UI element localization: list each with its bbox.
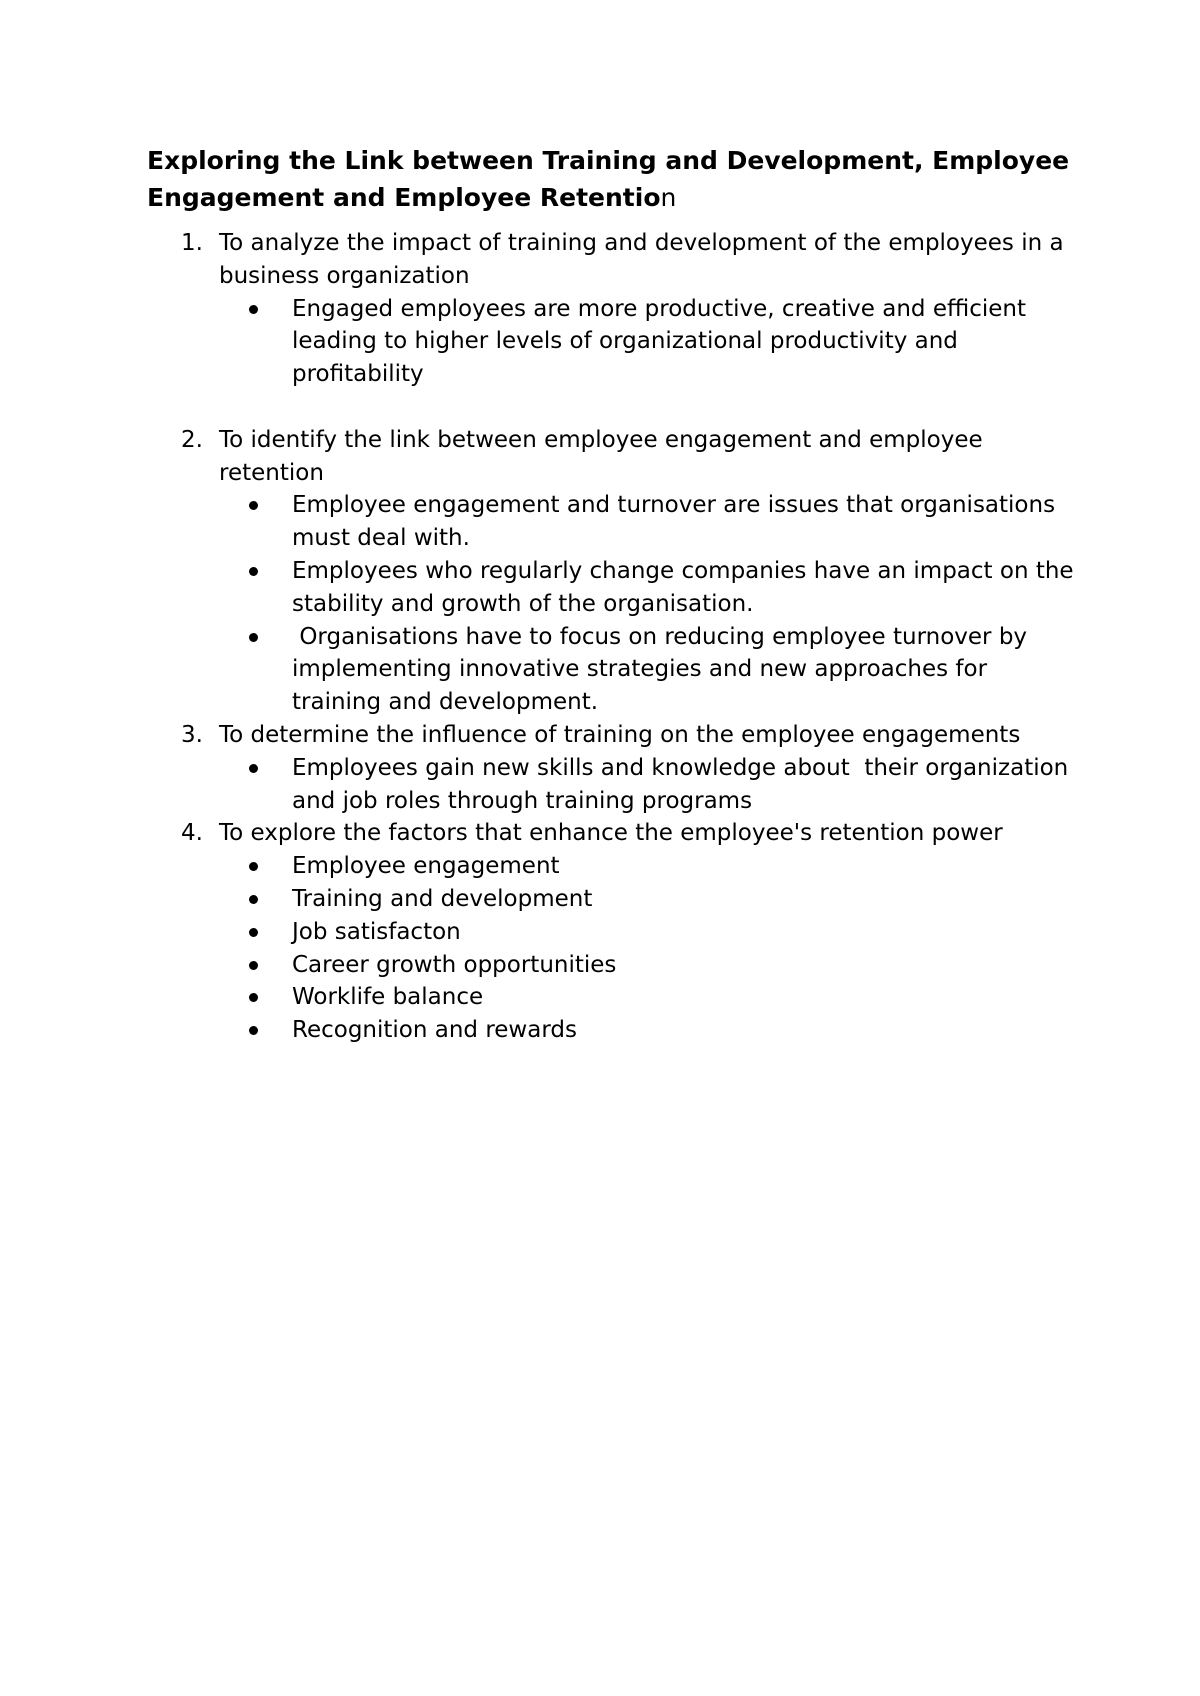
bullet-text: Training and development <box>292 885 593 912</box>
bullet-text: Career growth opportunities <box>292 951 617 978</box>
bullet-dot-icon <box>249 961 258 970</box>
bullet-list <box>219 293 1077 391</box>
bullet-dot-icon <box>249 567 258 576</box>
bullet-text: Engaged employees are more productive, creative and efficient leading to higher levels of organizational productivity and profitability <box>292 295 1026 388</box>
bullet-list <box>219 489 1077 719</box>
bullet-item <box>219 916 1077 949</box>
bullet-text: Employees gain new skills and knowledge about their organization and job roles through training programs <box>292 754 1076 814</box>
bullet-dot-icon <box>249 993 258 1002</box>
bullet-list <box>219 850 1077 1047</box>
bullet-dot-icon <box>249 764 258 773</box>
bullet-dot-icon <box>249 501 258 510</box>
objective-text: To analyze the impact of training and development of the employees in a business organization <box>219 230 1064 289</box>
bullet-text: Employee engagement <box>292 853 560 880</box>
objective-item <box>147 719 1077 817</box>
bullet-text: Employees who regularly change companies have an impact on the stability and growth of the organisation. <box>292 557 1074 617</box>
bullet-list <box>219 752 1077 818</box>
bullet-item <box>219 850 1077 883</box>
bullet-item <box>219 293 1077 391</box>
objective-item <box>147 424 1077 719</box>
bullet-text: Worklife balance <box>292 984 484 1011</box>
objective-item <box>147 227 1077 391</box>
title-main: Exploring the Link between Training and Development, Employee Engagement and Employee Retentio <box>147 146 1070 212</box>
bullet-item <box>219 752 1077 818</box>
bullet-dot-icon <box>249 1026 258 1035</box>
objective-text: To identify the link between employee engagement and employee retention <box>219 426 983 486</box>
bullet-item <box>219 621 1077 719</box>
objective-item <box>147 817 1077 1047</box>
bullet-item <box>219 883 1077 916</box>
bullet-text: Employee engagement and turnover are issues that organisations must deal with. <box>292 492 1056 552</box>
bullet-item <box>219 489 1077 555</box>
objective-number: 3. <box>181 721 203 748</box>
title-last-letter: n <box>660 183 677 212</box>
bullet-text: Organisations have to focus on reducing employee turnover by implementing innovative strategies and new approaches for training and development. <box>292 623 1035 716</box>
objective-number: 1. <box>181 230 203 256</box>
objective-number: 4. <box>181 820 203 847</box>
bullet-dot-icon <box>249 895 258 904</box>
bullet-dot-icon <box>249 633 258 642</box>
bullet-dot-icon <box>249 928 258 937</box>
bullet-item <box>219 1014 1077 1047</box>
bullet-text: Job satisfacton <box>292 918 461 945</box>
bullet-dot-icon <box>249 862 258 871</box>
bullet-text: Recognition and rewards <box>292 1017 577 1044</box>
bullet-item <box>219 981 1077 1014</box>
bullet-dot-icon <box>249 305 258 314</box>
objective-number: 2. <box>181 426 203 453</box>
objectives-list <box>147 227 1077 1047</box>
objective-text: To explore the factors that enhance the employee's retention power <box>219 820 1003 847</box>
objective-text: To determine the influence of training on the employee engagements <box>219 721 1021 748</box>
bullet-item <box>219 555 1077 621</box>
bullet-item <box>219 949 1077 982</box>
document-title <box>147 142 1077 216</box>
paragraph-spacer <box>147 391 1077 424</box>
